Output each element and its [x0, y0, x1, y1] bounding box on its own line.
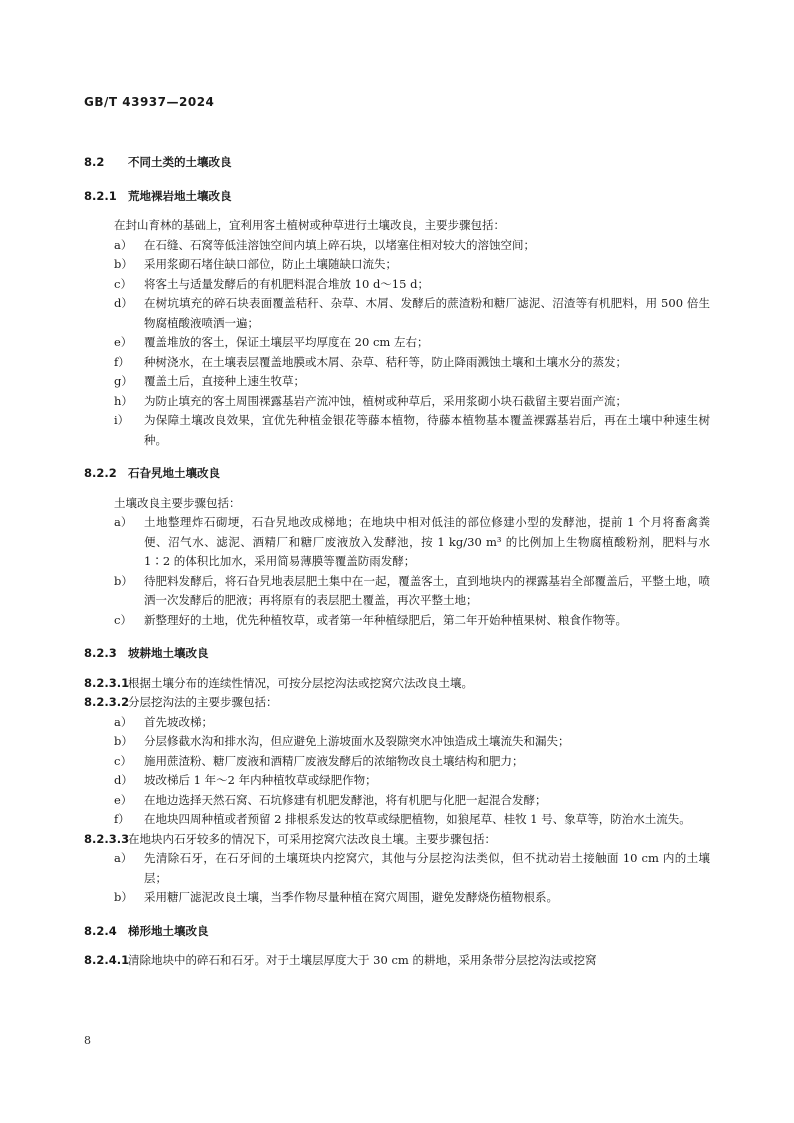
section-title: 不同土类的土壤改良: [128, 155, 232, 169]
clause-8-2-3-1: [84, 674, 710, 694]
section-number: 8.2: [84, 155, 105, 169]
section-title: 坡耕地土壤改良: [128, 646, 209, 660]
list-item-text: 将客土与适量发酵后的有机肥料混合堆放 10 d～15 d；: [144, 276, 429, 291]
section-title: 荒地裸岩地土壤改良: [128, 188, 232, 203]
list-item-text: 种树浇水，在土壤表层覆盖地膜或木屑、杂草、秸秆等，防止降雨溅蚀土壤和土壤水分的蒸发；: [144, 354, 627, 369]
section-title: 石旮旯地土壤改良: [128, 466, 220, 480]
clause-number: 8.2.3.1: [84, 675, 130, 690]
list-item: [84, 372, 710, 392]
list-item: [84, 791, 710, 811]
list-marker: b）: [114, 734, 133, 748]
list-item-text: 覆盖堆放的客土，保证土壤层平均厚度在 20 cm 左右；: [144, 335, 429, 349]
list-marker: a）: [114, 515, 133, 529]
clause-text: 在地块内石牙较多的情况下，可采用挖窝穴法改良土壤。主要步骤包括：: [128, 831, 496, 846]
page-number: 8: [84, 1034, 91, 1047]
document-header: GB/T 43937—2024: [84, 95, 215, 109]
list-item-text: 采用糖厂滤泥改良土壤，当季作物尽量种植在窝穴周围，避免发酵烧伤植物根系。: [144, 890, 558, 904]
section-heading-8-2-2: [84, 464, 710, 484]
list-item: [84, 849, 710, 888]
list-marker: a）: [114, 851, 133, 865]
document-body: [84, 140, 710, 971]
list-item: [84, 572, 710, 611]
list-item: [84, 333, 710, 353]
list-item: [84, 611, 710, 631]
clause-number: 8.2.4.1: [84, 953, 130, 967]
list-marker: e）: [114, 792, 133, 807]
list-8-2-1: [84, 236, 710, 451]
list-item: [84, 392, 710, 412]
list-item-text: 在石缝、石窝等低洼溶蚀空间内填上碎石块，以堵塞住相对较大的溶蚀空间；: [144, 237, 535, 252]
list-marker: c）: [114, 276, 132, 291]
section-heading-8-2-1: [84, 187, 710, 207]
section-number: 8.2.1: [84, 188, 117, 203]
list-8-2-2: [84, 513, 710, 630]
list-item: [84, 771, 710, 791]
list-item-text: 待肥料发酵后，将石旮旯地表层肥土集中在一起，覆盖客土，直到地块内的裸露基岩全部覆盖后，平整土地，喷洒一次发酵后的肥液；再将原有的表层肥土覆盖，再次平整土地；: [144, 573, 710, 607]
list-marker: e）: [114, 335, 133, 349]
list-item-text: 首先坡改梯；: [144, 714, 213, 729]
list-marker: f）: [114, 354, 130, 369]
section-heading-8-2-4: [84, 922, 710, 942]
list-marker: i）: [114, 413, 130, 427]
paragraph: 在封山育林的基础上，宜利用客土植树或种草进行土壤改良，主要步骤包括：: [114, 218, 505, 232]
list-item: [84, 353, 710, 373]
list-item-text: 先清除石牙，在石牙间的土壤斑块内挖窝穴，其他与分层挖沟法类似，但不扰动岩土接触面 10 cm 内的土壤层；: [144, 851, 710, 885]
section-heading-8-2-3: [84, 644, 710, 664]
list-item-text: 土地整理炸石砌埂，石旮旯地改成梯地；在地块中相对低洼的部位修建小型的发酵池，提前 1 个月将畜禽粪便、沼气水、滤泥、酒精厂和糖厂废液放入发酵池，按 1 kg/30 m³ 的比例加上生物腐植酸粉剂，肥料与水 1∶2 的体积比加水，采用简易薄膜等覆盖防雨发酵；: [144, 515, 710, 568]
clause-number: 8.2.3.2: [84, 695, 130, 709]
list-8-2-3-2: [84, 713, 710, 830]
section-number: 8.2.3: [84, 646, 117, 660]
section-number: 8.2.4: [84, 923, 117, 938]
clause-8-2-3-2: [84, 693, 710, 713]
section-number: 8.2.2: [84, 466, 117, 480]
list-marker: d）: [114, 296, 133, 310]
clause-number: 8.2.3.3: [84, 831, 130, 846]
list-item-text: 新整理好的土地，优先种植牧草，或者第一年种植绿肥后，第二年开始种植果树、粮食作物等。: [144, 612, 627, 627]
list-item-text: 在地边选择天然石窝、石坑修建有机肥发酵池，将有机肥与化肥一起混合发酵；: [144, 792, 547, 807]
list-item: [84, 275, 710, 295]
list-item-text: 为保障土壤改良效果，宜优先种植金银花等藤本植物，待藤本植物基本覆盖裸露基岩后，再在土壤中种速生树种。: [144, 413, 710, 447]
list-marker: d）: [114, 773, 133, 787]
list-marker: b）: [114, 257, 133, 271]
list-marker: a）: [114, 714, 133, 729]
list-item-text: 坡改梯后 1 年～2 年内种植牧草或绿肥作物；: [144, 773, 377, 787]
list-item-text: 在地块四周种植或者预留 2 排根系发达的牧草或绿肥植物，如狼尾草、桂牧 1 号、象草等，防治水土流失。: [144, 812, 691, 826]
list-item-text: 覆盖土后，直接种上速生牧草；: [144, 374, 305, 388]
list-8-2-3-3: [84, 849, 710, 908]
list-item: [84, 411, 710, 450]
list-item: [84, 888, 710, 908]
clause-text: 分层挖沟法的主要步骤包括：: [128, 695, 278, 709]
list-item: [84, 732, 710, 752]
clause-text: 清除地块中的碎石和石牙。对于土壤层厚度大于 30 cm 的耕地，采用条带分层挖沟法或挖窝: [128, 953, 597, 967]
list-item: [84, 752, 710, 772]
list-item-text: 采用浆砌石堵住缺口部位，防止土壤随缺口流失；: [144, 257, 397, 271]
list-item-text: 为防止填充的客土周围裸露基岩产流冲蚀，植树或种草后，采用浆砌小块石截留主要岩面产流；: [144, 393, 627, 408]
clause-8-2-3-3: [84, 830, 710, 850]
list-item: [84, 236, 710, 256]
list-item-text: 施用蔗渣粉、糖厂废液和酒精厂废液发酵后的浓缩物改良土壤结构和肥力；: [144, 753, 524, 768]
list-item: [84, 255, 710, 275]
list-item-text: 在树坑填充的碎石块表面覆盖秸秆、杂草、木屑、发酵后的蔗渣粉和糖厂滤泥、沼渣等有机肥料，用 500 倍生物腐植酸液喷洒一遍；: [144, 296, 710, 330]
section-title: 梯形地土壤改良: [128, 923, 209, 938]
list-marker: c）: [114, 612, 132, 627]
list-marker: b）: [114, 573, 133, 588]
list-marker: c）: [114, 753, 132, 768]
list-item: [84, 810, 710, 830]
list-marker: a）: [114, 237, 133, 252]
clause-text: 根据土壤分布的连续性情况，可按分层挖沟法或挖窝穴法改良土壤。: [128, 675, 473, 690]
paragraph: 土壤改良主要步骤包括：: [114, 495, 241, 510]
list-item-text: 分层修截水沟和排水沟，但应避免上游坡面水及裂隙突水冲蚀造成土壤流失和漏失；: [144, 734, 570, 748]
clause-8-2-4-1: [84, 951, 710, 971]
list-marker: b）: [114, 890, 133, 904]
section-heading-8-2: [84, 153, 710, 173]
list-item: [84, 513, 710, 572]
list-item: [84, 294, 710, 333]
list-marker: g）: [114, 374, 133, 388]
list-item: [84, 713, 710, 733]
list-marker: f）: [114, 812, 130, 826]
list-marker: h）: [114, 393, 133, 408]
